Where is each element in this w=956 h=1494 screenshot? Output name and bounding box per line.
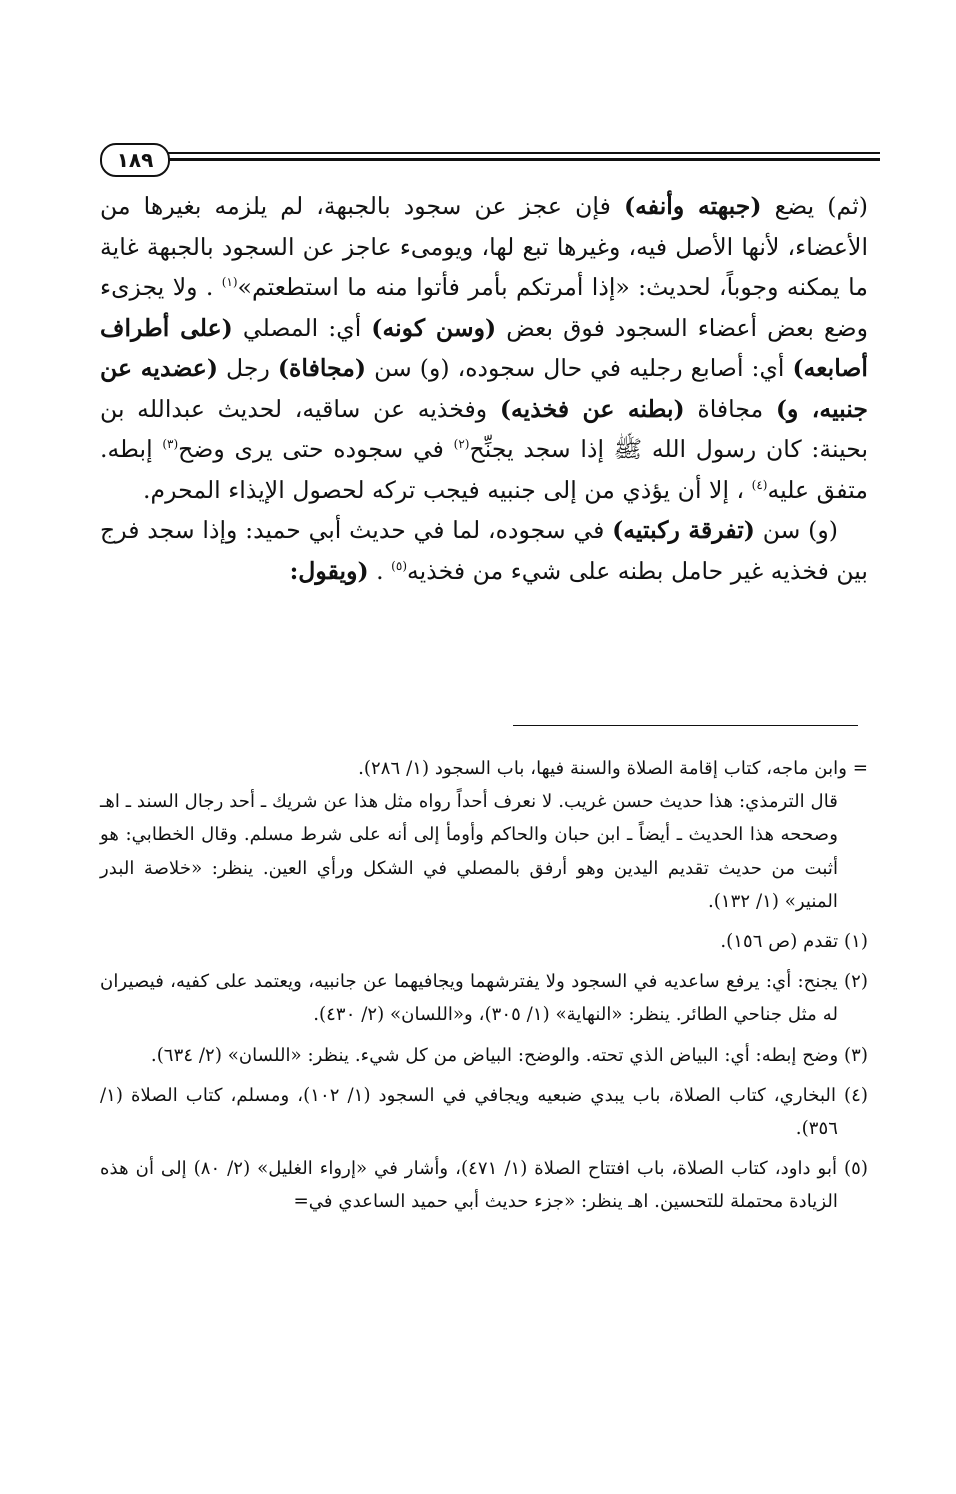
- matn-term: (جبهته وأنفه): [623, 192, 762, 220]
- paragraph: [100, 186, 868, 510]
- text-run: (ثم) يضع: [761, 192, 868, 220]
- page-header: [100, 137, 880, 185]
- footnote-1: (١) تقدم (ص ١٥٦).: [720, 931, 868, 953]
- matn-term: (بطنه عن فخذيه): [499, 394, 685, 423]
- main-text: [100, 186, 868, 591]
- text-run: .: [368, 556, 392, 585]
- footnote-continued: قال الترمذي: هذا حديث حسن غريب. لا نعرف أحداً رواه مثل هذا عن شريك ـ أحد رجال السند ـ اهـ وصححه هذا الحديث ـ أيضاً ـ ابن حبان والحاكم وأومأ إلى أنه على شرط مسلم. وقال الخطابي: هو أثبت من حديث تقديم اليدين وهو أرفق بالمصلي في الشكل ورأي العين. ينظر: «خلاصة البدر المنير» (١/ ١٣٢).: [100, 791, 838, 912]
- matn-term: (تفرقة ركبتيه): [612, 516, 755, 544]
- footnote-separator: [513, 725, 858, 726]
- text-run: رجل: [218, 354, 278, 382]
- text-run: وفخذيه عن ساقيه، لحديث عبدالله بن بحينة: كان رسول الله ﷺ إذا سجد يجنِّح: [100, 394, 869, 463]
- matn-term: (ويقول:: [289, 556, 369, 585]
- footnote-4: (٤) البخاري، كتاب الصلاة، باب يبدي ضبعيه ويجافي في السجود (١/ ١٠٢)، ومسلم، كتاب الصلاة (١/ ٣٥٦).: [100, 1084, 868, 1140]
- text-run: أي: المصلي: [232, 313, 372, 342]
- text-run: في سجوده، لما في حديث أبي حميد: وإذا سجد فرج بين فخذيه غير حامل بطنه على شيء من فخذيه: [100, 516, 868, 585]
- footnote-ref: (٥): [391, 558, 407, 573]
- header-rule: [160, 152, 880, 154]
- matn-term: (على أطراف أصابعه): [100, 313, 868, 382]
- footnote-ref: (٣): [162, 437, 179, 452]
- footnote-5: (٥) أبو داود، كتاب الصلاة، باب افتتاح الصلاة (١/ ٤٧١)، وأشار في «إرواء الغليل» (٢/ ٨٠) إلى أن هذه الزيادة محتملة للتحسين. اهـ ينظر: «جزء حديث أبي حميد الساعدي في=: [100, 1158, 868, 1213]
- footnotes: [100, 752, 868, 1219]
- paragraph: [100, 510, 868, 591]
- text-run: (و) سن: [754, 516, 838, 544]
- text-run: إبطه. متفق عليه: [100, 435, 868, 504]
- page-number: ١٨٩: [100, 143, 170, 177]
- footnote-ref: (٤): [751, 477, 768, 492]
- text-run: ، إلا أن يؤذي من إلى جنبيه فيجب تركه لحصول الإيذاء المحرم.: [142, 475, 752, 504]
- text-run: في سجوده حتى يرى وضح: [178, 435, 454, 463]
- footnote-3: (٣) وضح إبطه: أي: البياض الذي تحته. والوضح: البياض من كل شيء. ينظر: «اللسان» (٢/ ٦٣٤).: [150, 1044, 868, 1066]
- footnote-2: (٢) يجنح: أي: يرفع ساعديه في السجود ولا يفترشهما ويجافيهما عن جانبيه، ويعتمد على كفيه، فيصيران له مثل جناحي الطائر. ينظر: «النهاية» (١/ ٣٠٥)، و«اللسان» (٢/ ٤٣٠).: [100, 971, 868, 1026]
- matn-term: (مجافاة): [277, 354, 367, 382]
- footnote-ref: (٢): [453, 437, 470, 452]
- text-run: مجافاة: [684, 394, 776, 423]
- footnote-continued: = وابن ماجه، كتاب إقامة الصلاة والسنة فيها، باب السجود (١/ ٢٨٦).: [358, 758, 868, 779]
- header-rule-thick: [160, 158, 880, 161]
- text-run: أي: أصابع رجليه في حال سجوده، (و) سن: [366, 354, 793, 382]
- text-run: فإن عجز عن سجود بالجبهة، لم يلزمه بغيرها من الأعضاء، لأنها الأصل فيه، وغيرها تبع لها، ويومىء عاجز عن السجود بالجبهة غاية ما يمكنه وجوباً، لحديث: «إذا أمرتكم بأمر فأتوا منه ما استطعتم»: [100, 192, 868, 301]
- text-run: . ولا يجزىء وضع بعض أعضاء السجود فوق بعض: [100, 273, 869, 342]
- footnote-ref: (١): [221, 275, 238, 290]
- matn-term: (وسن كونه): [371, 313, 497, 342]
- matn-term: (عضديه عن جنبيه، و): [100, 354, 869, 423]
